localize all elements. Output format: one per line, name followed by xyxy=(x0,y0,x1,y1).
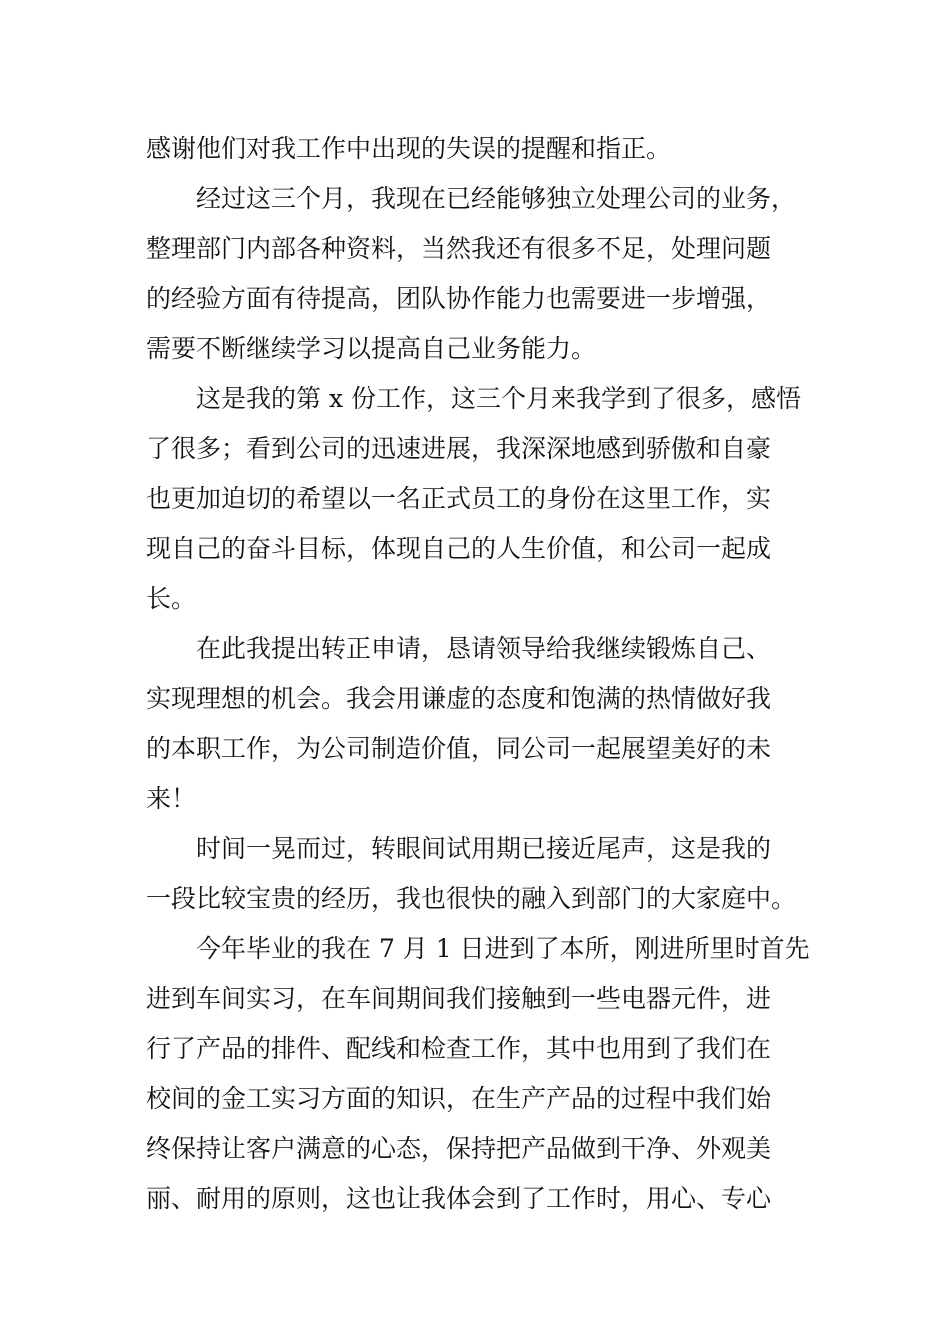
text-line: 校间的金工实习方面的知识，在生产产品的过程中我们始 xyxy=(146,1084,772,1113)
text-line: 感谢他们对我工作中出现的失误的提醒和指正。 xyxy=(146,134,672,163)
paragraph-first-line: 在此我提出转正申请，恳请领导给我继续锻炼自己、 xyxy=(196,634,772,663)
text-line: 长。 xyxy=(146,584,197,613)
text-line: 进到车间实习，在车间期间我们接触到一些电器元件，进 xyxy=(146,984,772,1013)
text-line: 现自己的奋斗目标，体现自己的人生价值，和公司一起成 xyxy=(146,534,772,563)
paragraph-first-line: 经过这三个月，我现在已经能够独立处理公司的业务， xyxy=(196,184,797,213)
text-line: 实现理想的机会。我会用谦虚的态度和饱满的热情做好我 xyxy=(146,684,772,713)
paragraph-first-line: 这是我的第 x 份工作，这三个月来我学到了很多，感悟 xyxy=(196,384,801,413)
text-line: 一段比较宝贵的经历，我也很快的融入到部门的大家庭中。 xyxy=(146,884,797,913)
text-line: 终保持让客户满意的心态，保持把产品做到干净、外观美 xyxy=(146,1134,772,1163)
paragraph-first-line: 今年毕业的我在 7 月 1 日进到了本所，刚进所里时首先 xyxy=(196,934,810,963)
text-line: 整理部门内部各种资料，当然我还有很多不足，处理问题 xyxy=(146,234,772,263)
text-line: 需要不断继续学习以提高自己业务能力。 xyxy=(146,334,597,363)
text-line: 也更加迫切的希望以一名正式员工的身份在这里工作，实 xyxy=(146,484,772,513)
paragraph-first-line: 时间一晃而过，转眼间试用期已接近尾声，这是我的 xyxy=(196,834,772,863)
text-line: 的经验方面有待提高，团队协作能力也需要进一步增强， xyxy=(146,284,772,313)
text-line: 的本职工作，为公司制造价值，同公司一起展望美好的未 xyxy=(146,734,772,763)
text-line: 丽、耐用的原则，这也让我体会到了工作时，用心、专心 xyxy=(146,1184,772,1213)
text-line: 了很多；看到公司的迅速进展，我深深地感到骄傲和自豪 xyxy=(146,434,772,463)
text-line: 来！ xyxy=(146,784,197,813)
text-line: 行了产品的排件、配线和检查工作，其中也用到了我们在 xyxy=(146,1034,772,1063)
